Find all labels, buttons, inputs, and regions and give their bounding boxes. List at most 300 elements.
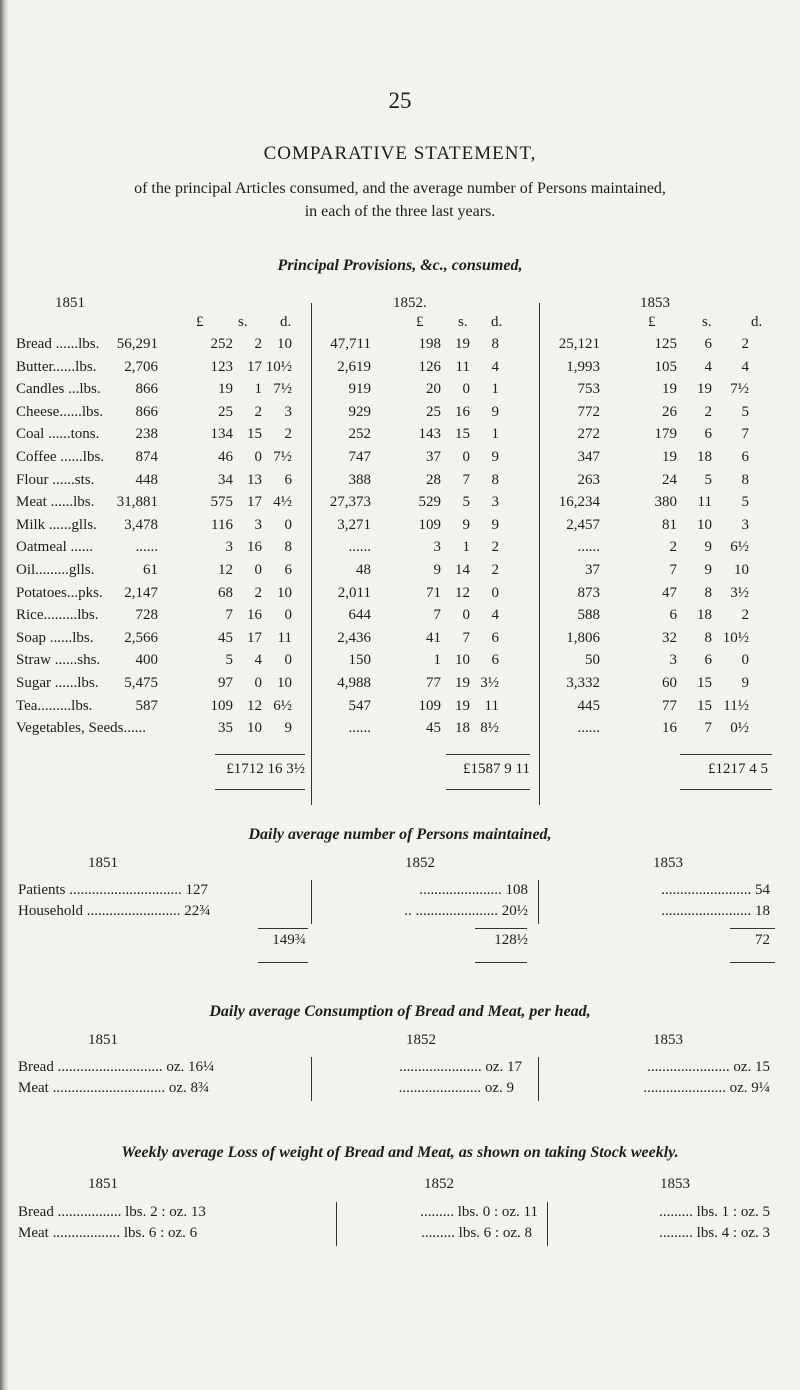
consumption-year-1851: 1851 (88, 1032, 118, 1048)
provision-cell-y1853-pence: 8 (741, 472, 749, 488)
provision-cell-y1852-qty: 27,373 (329, 494, 371, 510)
persons-patients-1852: ...................... 108 (419, 882, 528, 898)
provision-item-label: Oil.........glls. (16, 562, 95, 578)
provision-cell-y1851-shillings: 3 (254, 517, 262, 533)
provision-cell-y1852-shillings: 19 (455, 336, 470, 352)
subtitle-line-2: in each of the three last years. (304, 203, 496, 220)
provision-cell-y1853-pounds: 77 (662, 698, 677, 714)
provision-cell-y1851-shillings: 13 (247, 472, 262, 488)
provision-cell-y1851-pence: 6½ (273, 698, 292, 714)
provision-cell-y1853-pence: 9 (741, 675, 749, 691)
provision-cell-y1853-shillings: 6 (704, 426, 712, 442)
provision-item-label: Tea.........lbs. (16, 698, 93, 714)
consumption-heading: Daily average Consumption of Bread and Meat, per head, (209, 1003, 591, 1020)
provision-cell-y1852-pence: 9 (491, 449, 499, 465)
provision-cell-y1852-qty: 388 (348, 472, 371, 488)
provision-cell-y1852-qty: 547 (348, 698, 371, 714)
provision-cell-y1852-pounds: 9 (433, 562, 441, 578)
provision-cell-y1851-pounds: 12 (218, 562, 233, 578)
provision-cell-y1852-qty: 919 (348, 381, 371, 397)
provision-cell-y1853-shillings: 18 (697, 449, 712, 465)
loss-bread-1853: ......... lbs. 1 : oz. 5 (659, 1204, 770, 1220)
provision-cell-y1853-shillings: 10 (697, 517, 712, 533)
provision-cell-y1852-pence: 6 (491, 630, 499, 646)
provision-cell-y1852-shillings: 16 (455, 404, 470, 420)
provision-cell-y1853-qty: 347 (577, 449, 600, 465)
provision-cell-y1852-pence: 11 (484, 698, 499, 714)
provision-cell-y1851-pence: 0 (284, 652, 292, 668)
provision-item-label: Oatmeal ...... (16, 539, 94, 555)
provision-cell-y1853-qty: 37 (585, 562, 600, 578)
provision-cell-y1852-qty: 48 (356, 562, 371, 578)
provision-cell-y1852-pence: 9 (491, 404, 499, 420)
loss-row-meat: Meat .................. lbs. 6 : oz. 6 (18, 1225, 198, 1241)
consumption-row-bread: Bread ............................ oz. 16¼ (18, 1059, 215, 1075)
provision-cell-y1851-pence: 9 (284, 720, 292, 736)
total-1852: £1587 9 11 (463, 761, 530, 777)
provision-cell-y1853-shillings: 7 (704, 720, 712, 736)
provision-cell-y1853-pence: 7½ (730, 381, 749, 397)
provision-cell-y1851-shillings: 10 (247, 720, 262, 736)
provision-cell-y1852-pounds: 7 (433, 607, 441, 623)
provision-cell-y1851-shillings: 4 (254, 652, 262, 668)
consumption-divider-1 (311, 1057, 312, 1101)
provisions-heading: Principal Provisions, &c., consumed, (277, 257, 523, 274)
provision-cell-y1853-pounds: 105 (654, 359, 677, 375)
provision-cell-y1852-pence: 1 (491, 426, 499, 442)
provision-cell-y1852-shillings: 19 (455, 675, 470, 691)
persons-divider-1 (311, 880, 312, 924)
provision-cell-y1852-shillings: 5 (462, 494, 470, 510)
provision-cell-y1852-pence: 0 (491, 585, 499, 601)
provision-item-label: Milk ......glls. (16, 517, 97, 533)
persons-patients-1853: ........................ 54 (661, 882, 770, 898)
consumption-year-1853: 1853 (653, 1032, 683, 1048)
provision-cell-y1853-pounds: 19 (662, 449, 677, 465)
provision-cell-y1851-shillings: 17 (247, 359, 262, 375)
loss-divider-1 (336, 1202, 337, 1246)
consumption-meat-1853: ...................... oz. 9¼ (643, 1080, 770, 1096)
provision-cell-y1851-pounds: 134 (210, 426, 233, 442)
provision-cell-y1852-pounds: 77 (426, 675, 441, 691)
provision-cell-y1852-shillings: 0 (462, 607, 470, 623)
provision-cell-y1853-pounds: 32 (662, 630, 677, 646)
provision-cell-y1853-pence: 10 (734, 562, 749, 578)
provision-cell-y1853-shillings: 6 (704, 336, 712, 352)
provision-cell-y1851-qty: 2,147 (124, 585, 158, 601)
provision-cell-y1851-pence: 3 (284, 404, 292, 420)
provision-cell-y1851-shillings: 1 (254, 381, 262, 397)
provision-cell-y1852-pence: 3½ (480, 675, 499, 691)
provision-cell-y1852-pounds: 41 (426, 630, 441, 646)
provision-cell-y1853-shillings: 15 (697, 675, 712, 691)
provision-cell-y1852-pounds: 37 (426, 449, 441, 465)
loss-meat-1853: ......... lbs. 4 : oz. 3 (659, 1225, 770, 1241)
provision-cell-y1853-pence: 6½ (730, 539, 749, 555)
provision-cell-y1851-pounds: 46 (218, 449, 233, 465)
provision-cell-y1852-pence: 8½ (480, 720, 499, 736)
provision-cell-y1853-qty: ...... (577, 720, 600, 736)
provision-cell-y1853-pounds: 19 (662, 381, 677, 397)
provision-cell-y1851-pence: 7½ (273, 381, 292, 397)
currency-header-y1851-0: £ (196, 314, 204, 330)
provision-cell-y1852-pounds: 126 (418, 359, 441, 375)
provision-cell-y1851-pence: 4½ (273, 494, 292, 510)
provision-cell-y1853-qty: 873 (577, 585, 600, 601)
provision-cell-y1852-shillings: 10 (455, 652, 470, 668)
provision-cell-y1853-pence: 3 (741, 517, 749, 533)
provision-cell-y1852-qty: 47,711 (330, 336, 371, 352)
provision-cell-y1852-shillings: 0 (462, 449, 470, 465)
provision-cell-y1853-shillings: 2 (704, 404, 712, 420)
provision-cell-y1852-pence: 8 (491, 336, 499, 352)
provision-item-label: Butter......lbs. (16, 359, 97, 375)
provision-item-label: Potatoes...pks. (16, 585, 103, 601)
provision-item-label: Straw ......shs. (16, 652, 101, 668)
provision-cell-y1852-pounds: 25 (426, 404, 441, 420)
page-title: COMPARATIVE STATEMENT, (263, 143, 537, 164)
provision-cell-y1853-qty: 3,332 (566, 675, 600, 691)
provision-cell-y1851-pence: 10 (277, 336, 292, 352)
consumption-year-1852: 1852 (406, 1032, 436, 1048)
persons-rule-1853 (730, 928, 775, 929)
total-underline-1852 (446, 789, 530, 790)
provision-cell-y1853-pounds: 7 (669, 562, 677, 578)
provision-cell-y1851-qty: 400 (135, 652, 158, 668)
loss-row-bread: Bread ................. lbs. 2 : oz. 13 (18, 1204, 206, 1220)
provision-cell-y1851-pence: 8 (284, 539, 292, 555)
provision-cell-y1851-shillings: 2 (254, 404, 262, 420)
persons-underline-1853 (730, 962, 775, 963)
provision-cell-y1852-pence: 4 (491, 359, 499, 375)
provision-cell-y1853-pounds: 179 (654, 426, 677, 442)
provision-item-label: Meat ......lbs. (16, 494, 95, 510)
provision-cell-y1852-shillings: 19 (455, 698, 470, 714)
provision-cell-y1853-qty: 772 (577, 404, 600, 420)
provision-cell-y1851-pence: 2 (284, 426, 292, 442)
provision-cell-y1851-qty: 2,706 (124, 359, 158, 375)
provision-item-label: Flour ......sts. (16, 472, 95, 488)
provision-cell-y1851-qty: ...... (135, 539, 158, 555)
consumption-bread-1853: ...................... oz. 15 (647, 1059, 770, 1075)
provision-cell-y1853-qty: 272 (577, 426, 600, 442)
currency-header-y1852-2: d. (491, 314, 503, 330)
loss-year-1853: 1853 (660, 1176, 690, 1192)
provision-cell-y1852-pence: 2 (491, 539, 499, 555)
provision-cell-y1853-shillings: 8 (704, 630, 712, 646)
provision-cell-y1851-qty: 3,478 (124, 517, 158, 533)
provision-cell-y1852-qty: 2,436 (337, 630, 371, 646)
provision-cell-y1852-qty: 252 (348, 426, 371, 442)
provision-cell-y1851-shillings: 0 (254, 562, 262, 578)
total-rule-1852 (446, 754, 530, 755)
provision-cell-y1853-shillings: 4 (704, 359, 712, 375)
provision-cell-y1852-qty: ...... (348, 539, 371, 555)
provision-cell-y1851-shillings: 17 (247, 494, 262, 510)
provision-cell-y1851-pounds: 19 (218, 381, 233, 397)
provision-cell-y1853-pence: 7 (741, 426, 749, 442)
provision-cell-y1853-pence: 4 (741, 359, 749, 375)
provision-cell-y1852-pounds: 109 (418, 517, 441, 533)
provision-cell-y1852-pounds: 45 (426, 720, 441, 736)
provision-cell-y1853-shillings: 6 (704, 652, 712, 668)
provision-item-label: Rice.........lbs. (16, 607, 99, 623)
provision-cell-y1853-pence: 0 (741, 652, 749, 668)
persons-heading: Daily average number of Persons maintained, (248, 826, 552, 843)
loss-divider-2 (547, 1202, 548, 1246)
currency-header-y1851-1: s. (238, 314, 248, 330)
provision-cell-y1851-pence: 10 (277, 585, 292, 601)
provision-cell-y1852-shillings: 0 (462, 381, 470, 397)
persons-total-1852: 128½ (494, 932, 528, 948)
provision-cell-y1853-qty: 16,234 (558, 494, 600, 510)
provision-cell-y1852-pence: 4 (491, 607, 499, 623)
provision-cell-y1851-shillings: 12 (247, 698, 262, 714)
provision-item-label: Sugar ......lbs. (16, 675, 99, 691)
provision-cell-y1853-shillings: 18 (697, 607, 712, 623)
loss-meat-1852: ......... lbs. 6 : oz. 8 (421, 1225, 532, 1241)
provision-cell-y1851-pounds: 68 (218, 585, 233, 601)
provision-cell-y1851-shillings: 0 (254, 675, 262, 691)
provision-cell-y1851-pounds: 45 (218, 630, 233, 646)
persons-year-1852: 1852 (405, 855, 435, 871)
currency-header-y1852-0: £ (416, 314, 424, 330)
provision-cell-y1852-pounds: 1 (433, 652, 441, 668)
provision-cell-y1853-pence: 6 (741, 449, 749, 465)
provision-cell-y1853-pounds: 81 (662, 517, 677, 533)
persons-household-1853: ........................ 18 (661, 903, 770, 919)
provision-cell-y1851-qty: 587 (135, 698, 158, 714)
total-underline-1853 (680, 789, 772, 790)
currency-header-y1852-1: s. (458, 314, 468, 330)
provision-cell-y1852-qty: 644 (348, 607, 371, 623)
provision-cell-y1851-pence: 6 (284, 472, 292, 488)
total-1851: £1712 16 3½ (226, 761, 305, 777)
provision-cell-y1853-qty: ...... (577, 539, 600, 555)
provision-cell-y1853-pence: 5 (741, 404, 749, 420)
provision-cell-y1851-pounds: 109 (210, 698, 233, 714)
provision-cell-y1853-pence: 0½ (730, 720, 749, 736)
persons-underline-1851 (258, 962, 308, 963)
persons-year-1853: 1853 (653, 855, 683, 871)
provision-cell-y1852-pounds: 109 (418, 698, 441, 714)
provision-cell-y1851-pounds: 7 (225, 607, 233, 623)
persons-year-1851: 1851 (88, 855, 118, 871)
provision-cell-y1851-shillings: 0 (254, 449, 262, 465)
provision-cell-y1851-pounds: 97 (218, 675, 233, 691)
loss-year-1852: 1852 (424, 1176, 454, 1192)
provision-cell-y1853-shillings: 5 (704, 472, 712, 488)
provision-cell-y1851-shillings: 15 (247, 426, 262, 442)
provision-cell-y1851-qty: 56,291 (116, 336, 158, 352)
provision-cell-y1851-pence: 11 (277, 630, 292, 646)
consumption-row-meat: Meat .............................. oz. 8¾ (18, 1080, 210, 1096)
provision-cell-y1851-qty: 448 (135, 472, 158, 488)
provision-cell-y1853-pence: 10½ (722, 630, 749, 646)
provision-cell-y1851-shillings: 2 (254, 585, 262, 601)
loss-heading: Weekly average Loss of weight of Bread and Meat, as shown on taking Stock weekly. (121, 1144, 679, 1161)
total-rule-1853 (680, 754, 772, 755)
provision-cell-y1851-pence: 0 (284, 607, 292, 623)
consumption-bread-1852: ...................... oz. 17 (399, 1059, 522, 1075)
provision-item-label: Bread ......lbs. (16, 336, 100, 352)
provision-cell-y1853-qty: 1,993 (566, 359, 600, 375)
provision-cell-y1851-qty: 61 (143, 562, 158, 578)
provision-cell-y1851-pounds: 3 (225, 539, 233, 555)
provision-item-label: Coal ......tons. (16, 426, 100, 442)
provision-cell-y1852-qty: ...... (348, 720, 371, 736)
provision-cell-y1851-shillings: 17 (247, 630, 262, 646)
provision-cell-y1853-pounds: 380 (654, 494, 677, 510)
loss-year-1851: 1851 (88, 1176, 118, 1192)
provision-cell-y1851-qty: 728 (135, 607, 158, 623)
provision-cell-y1852-shillings: 7 (462, 630, 470, 646)
provision-cell-y1853-pence: 5 (741, 494, 749, 510)
provision-cell-y1853-pounds: 26 (662, 404, 677, 420)
provision-cell-y1853-qty: 25,121 (558, 336, 600, 352)
year-1851-header: 1851 (55, 295, 85, 311)
provision-cell-y1853-pence: 3½ (730, 585, 749, 601)
provision-cell-y1853-qty: 588 (577, 607, 600, 623)
currency-header-y1853-2: d. (751, 314, 763, 330)
year-1852-header: 1852. (393, 295, 427, 311)
provision-cell-y1852-shillings: 14 (455, 562, 470, 578)
provision-cell-y1852-shillings: 7 (462, 472, 470, 488)
provision-cell-y1852-pounds: 198 (418, 336, 441, 352)
provision-cell-y1853-qty: 753 (577, 381, 600, 397)
persons-total-1851: 149¾ (272, 932, 306, 948)
provision-cell-y1853-pounds: 24 (662, 472, 677, 488)
provision-item-label: Coffee ......lbs. (16, 449, 105, 465)
provision-cell-y1853-pounds: 3 (669, 652, 677, 668)
subtitle-line-1: of the principal Articles consumed, and the average number of Persons maintained, (134, 180, 666, 197)
total-rule-1851 (215, 754, 305, 755)
provision-cell-y1851-qty: 874 (135, 449, 158, 465)
provision-cell-y1852-qty: 2,619 (337, 359, 371, 375)
year-1853-header: 1853 (640, 295, 670, 311)
provision-item-label: Vegetables, Seeds...... (16, 720, 146, 736)
provision-cell-y1852-pounds: 529 (418, 494, 441, 510)
provision-cell-y1852-pence: 8 (491, 472, 499, 488)
provision-cell-y1851-qty: 866 (135, 381, 158, 397)
provision-cell-y1852-shillings: 11 (455, 359, 470, 375)
provision-cell-y1852-pounds: 71 (426, 585, 441, 601)
provision-cell-y1852-pence: 9 (491, 517, 499, 533)
loss-bread-1852: ......... lbs. 0 : oz. 11 (420, 1204, 538, 1220)
persons-household-1852: .. ...................... 20½ (404, 903, 528, 919)
provision-cell-y1851-pounds: 123 (210, 359, 233, 375)
provision-cell-y1853-shillings: 9 (704, 539, 712, 555)
provision-item-label: Candles ...lbs. (16, 381, 101, 397)
provision-cell-y1851-qty: 5,475 (124, 675, 158, 691)
persons-row-patients: Patients .............................. 127 (18, 882, 208, 898)
provision-cell-y1853-pence: 2 (741, 607, 749, 623)
persons-rule-1852 (475, 928, 527, 929)
provision-cell-y1852-shillings: 1 (462, 539, 470, 555)
provision-cell-y1852-shillings: 15 (455, 426, 470, 442)
column-divider-1 (311, 303, 312, 805)
provision-cell-y1851-pounds: 5 (225, 652, 233, 668)
provision-cell-y1852-qty: 4,988 (337, 675, 371, 691)
provision-cell-y1852-shillings: 18 (455, 720, 470, 736)
provision-cell-y1851-qty: 238 (135, 426, 158, 442)
provision-cell-y1851-pence: 6 (284, 562, 292, 578)
provision-cell-y1853-qty: 2,457 (566, 517, 600, 533)
provision-cell-y1853-pence: 11½ (723, 698, 749, 714)
provision-cell-y1853-qty: 445 (577, 698, 600, 714)
provision-cell-y1852-pounds: 20 (426, 381, 441, 397)
provision-cell-y1852-qty: 2,011 (337, 585, 371, 601)
provision-cell-y1852-pence: 2 (491, 562, 499, 578)
provision-cell-y1853-pounds: 47 (662, 585, 677, 601)
persons-underline-1852 (475, 962, 527, 963)
provision-cell-y1852-qty: 929 (348, 404, 371, 420)
provision-cell-y1853-shillings: 8 (704, 585, 712, 601)
total-underline-1851 (215, 789, 305, 790)
consumption-divider-2 (538, 1057, 539, 1101)
provision-cell-y1853-qty: 263 (577, 472, 600, 488)
provision-cell-y1852-qty: 3,271 (337, 517, 371, 533)
provision-cell-y1852-qty: 150 (348, 652, 371, 668)
provision-cell-y1853-qty: 50 (585, 652, 600, 668)
provision-cell-y1852-qty: 747 (348, 449, 371, 465)
provision-cell-y1852-shillings: 9 (462, 517, 470, 533)
provision-cell-y1853-pounds: 60 (662, 675, 677, 691)
consumption-meat-1852: ...................... oz. 9 (398, 1080, 514, 1096)
provision-cell-y1853-pounds: 6 (669, 607, 677, 623)
provision-cell-y1853-pounds: 125 (654, 336, 677, 352)
page-number: 25 (388, 88, 412, 113)
currency-header-y1853-0: £ (648, 314, 656, 330)
provision-cell-y1853-pounds: 2 (669, 539, 677, 555)
provision-cell-y1851-pounds: 35 (218, 720, 233, 736)
provision-cell-y1851-pence: 7½ (273, 449, 292, 465)
provision-cell-y1851-pounds: 116 (211, 517, 233, 533)
provision-item-label: Soap ......lbs. (16, 630, 94, 646)
provision-cell-y1851-qty: 2,566 (124, 630, 158, 646)
provision-cell-y1852-pence: 1 (491, 381, 499, 397)
provision-cell-y1853-shillings: 11 (697, 494, 712, 510)
provision-cell-y1851-pence: 10 (277, 675, 292, 691)
provision-cell-y1853-shillings: 15 (697, 698, 712, 714)
provision-cell-y1851-pounds: 575 (210, 494, 233, 510)
persons-row-household: Household ......................... 22¾ (18, 903, 211, 919)
provision-cell-y1852-pounds: 143 (418, 426, 441, 442)
provision-cell-y1852-pence: 3 (491, 494, 499, 510)
persons-divider-2 (538, 880, 539, 924)
provision-cell-y1851-pounds: 25 (218, 404, 233, 420)
provision-cell-y1851-pence: 0 (284, 517, 292, 533)
persons-rule-1851 (258, 928, 308, 929)
provision-cell-y1852-pence: 6 (491, 652, 499, 668)
provision-cell-y1853-pounds: 16 (662, 720, 677, 736)
provision-cell-y1851-pence: 10½ (265, 359, 292, 375)
currency-header-y1851-2: d. (280, 314, 292, 330)
provision-cell-y1853-shillings: 19 (697, 381, 712, 397)
provision-cell-y1851-pounds: 34 (218, 472, 233, 488)
provision-cell-y1852-pounds: 28 (426, 472, 441, 488)
currency-header-y1853-1: s. (702, 314, 712, 330)
provision-item-label: Cheese......lbs. (16, 404, 104, 420)
provision-cell-y1851-shillings: 2 (254, 336, 262, 352)
provision-cell-y1853-pence: 2 (741, 336, 749, 352)
provision-cell-y1853-shillings: 9 (704, 562, 712, 578)
provision-cell-y1852-shillings: 12 (455, 585, 470, 601)
provision-cell-y1853-qty: 1,806 (566, 630, 600, 646)
total-1853: £1217 4 5 (708, 761, 768, 777)
provision-cell-y1851-qty: 866 (135, 404, 158, 420)
persons-total-1853: 72 (755, 932, 770, 948)
